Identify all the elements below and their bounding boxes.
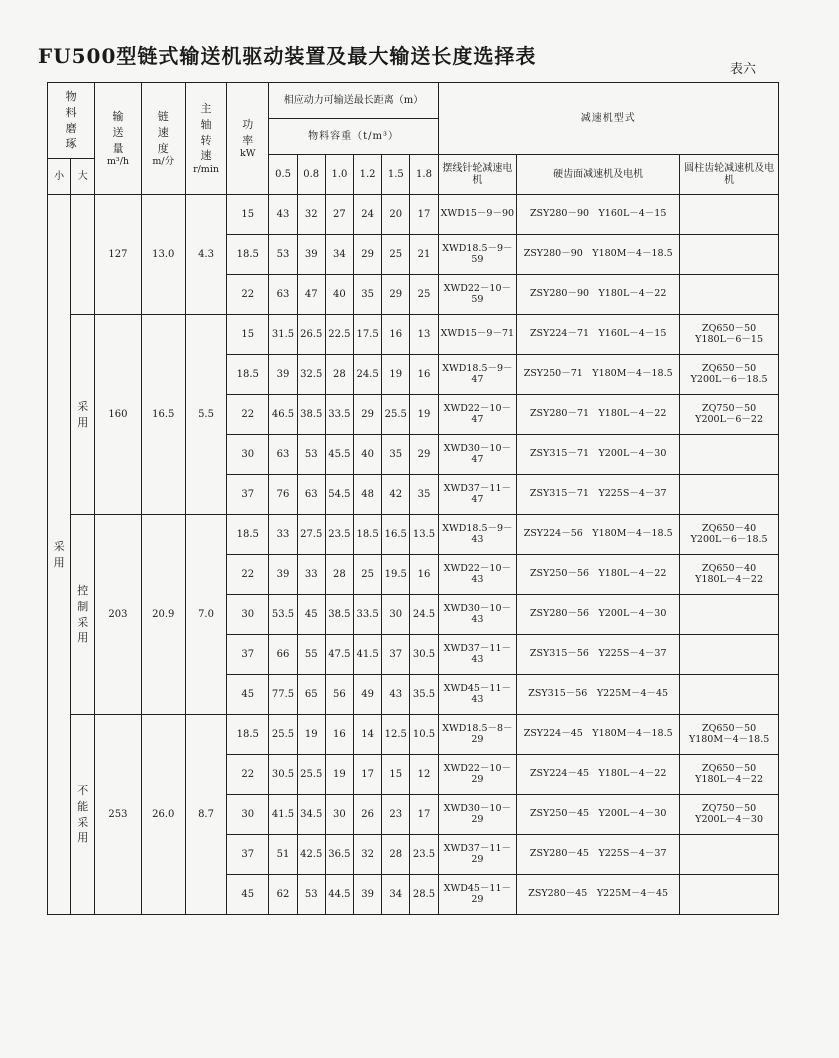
density-2: 1.0 <box>325 155 353 195</box>
distance-cell: 19 <box>410 395 438 435</box>
distance-cell: 30.5 <box>269 755 297 795</box>
distance-cell: 56 <box>325 675 353 715</box>
cyl-gear-cell: ZQ650－40 Y200L－6－18.5 <box>680 515 779 555</box>
cyl-gear-cell <box>680 475 779 515</box>
hard-gear-cell: ZSY280－90 Y180M－4－18.5 <box>517 235 680 275</box>
distance-cell: 25.5 <box>269 715 297 755</box>
power-cell: 22 <box>227 755 269 795</box>
header-power: 功率 kW <box>227 83 269 195</box>
hard-gear-cell: ZSY280－56 Y200L－4－30 <box>517 595 680 635</box>
cyl-gear-cell <box>680 195 779 235</box>
cycloid-cell: XWD45－11－29 <box>438 875 517 915</box>
header-cyl-gear: 圆柱齿轮减速机及电机 <box>680 155 779 195</box>
distance-cell: 29 <box>382 275 410 315</box>
distance-cell: 38.5 <box>297 395 325 435</box>
cycloid-cell: XWD18.5－8－29 <box>438 715 517 755</box>
cyl-gear-cell <box>680 435 779 475</box>
distance-cell: 25 <box>382 235 410 275</box>
power-cell: 30 <box>227 595 269 635</box>
distance-cell: 37 <box>382 635 410 675</box>
distance-cell: 29 <box>354 395 382 435</box>
power-cell: 15 <box>227 315 269 355</box>
distance-cell: 30 <box>325 795 353 835</box>
cyl-gear-cell <box>680 835 779 875</box>
distance-cell: 39 <box>269 555 297 595</box>
capacity-cell: 203 <box>95 515 141 715</box>
distance-cell: 25 <box>410 275 438 315</box>
distance-cell: 63 <box>297 475 325 515</box>
table-row <box>48 715 779 755</box>
cycloid-cell: XWD30－10－47 <box>438 435 517 475</box>
cyl-gear-cell: ZQ750－50 Y200L－4－30 <box>680 795 779 835</box>
distance-cell: 45.5 <box>325 435 353 475</box>
header-abrasion: 物料磨琢 <box>48 83 95 159</box>
power-cell: 18.5 <box>227 515 269 555</box>
distance-cell: 63 <box>269 435 297 475</box>
cycloid-cell: XWD15－9－71 <box>438 315 517 355</box>
distance-cell: 19 <box>325 755 353 795</box>
table-row <box>48 195 779 235</box>
distance-cell: 22.5 <box>325 315 353 355</box>
distance-cell: 47.5 <box>325 635 353 675</box>
header-hard-gear: 硬齿面减速机及电机 <box>517 155 680 195</box>
distance-cell: 53 <box>269 235 297 275</box>
power-cell: 30 <box>227 795 269 835</box>
distance-cell: 76 <box>269 475 297 515</box>
distance-cell: 32 <box>297 195 325 235</box>
abrasion-large-cell: 控制采用 <box>71 515 95 715</box>
distance-cell: 18.5 <box>354 515 382 555</box>
power-cell: 22 <box>227 275 269 315</box>
hard-gear-cell: ZSY250－45 Y200L－4－30 <box>517 795 680 835</box>
distance-cell: 27.5 <box>297 515 325 555</box>
header-density: 物料容重（t/m³） <box>269 119 438 155</box>
header-capacity: 输送量 m³/h <box>95 83 141 195</box>
distance-cell: 33.5 <box>354 595 382 635</box>
distance-cell: 19 <box>382 355 410 395</box>
cyl-gear-cell <box>680 595 779 635</box>
distance-cell: 24.5 <box>354 355 382 395</box>
cyl-gear-cell <box>680 235 779 275</box>
distance-cell: 48 <box>354 475 382 515</box>
cycloid-cell: XWD30－10－43 <box>438 595 517 635</box>
distance-cell: 34.5 <box>297 795 325 835</box>
hard-gear-cell: ZSY280－45 Y225S－4－37 <box>517 835 680 875</box>
cycloid-cell: XWD18.5－9－59 <box>438 235 517 275</box>
table-row <box>48 515 779 555</box>
power-cell: 18.5 <box>227 235 269 275</box>
distance-cell: 33.5 <box>325 395 353 435</box>
cycloid-cell: XWD22－10－59 <box>438 275 517 315</box>
cyl-gear-cell <box>680 875 779 915</box>
power-cell: 45 <box>227 875 269 915</box>
distance-cell: 42.5 <box>297 835 325 875</box>
distance-cell: 41.5 <box>354 635 382 675</box>
distance-cell: 13.5 <box>410 515 438 555</box>
speed-cell: 13.0 <box>141 195 185 315</box>
header-small: 小 <box>48 159 71 195</box>
distance-cell: 51 <box>269 835 297 875</box>
hard-gear-cell: ZSY224－45 Y180M－4－18.5 <box>517 715 680 755</box>
distance-cell: 47 <box>297 275 325 315</box>
cyl-gear-cell: ZQ650－50 Y180L－4－22 <box>680 755 779 795</box>
hard-gear-cell: ZSY315－71 Y225S－4－37 <box>517 475 680 515</box>
distance-cell: 29 <box>354 235 382 275</box>
hard-gear-cell: ZSY280－45 Y225M－4－45 <box>517 875 680 915</box>
distance-cell: 49 <box>354 675 382 715</box>
header-shaft-speed: 主轴转速 r/min <box>185 83 226 195</box>
power-cell: 37 <box>227 475 269 515</box>
power-cell: 30 <box>227 435 269 475</box>
cycloid-cell: XWD37－11－43 <box>438 635 517 675</box>
hard-gear-cell: ZSY315－71 Y200L－4－30 <box>517 435 680 475</box>
distance-cell: 16 <box>410 555 438 595</box>
hard-gear-cell: ZSY250－56 Y180L－4－22 <box>517 555 680 595</box>
power-cell: 18.5 <box>227 355 269 395</box>
distance-cell: 35 <box>382 435 410 475</box>
distance-cell: 23.5 <box>325 515 353 555</box>
distance-cell: 65 <box>297 675 325 715</box>
hard-gear-cell: ZSY280－71 Y180L－4－22 <box>517 395 680 435</box>
power-cell: 37 <box>227 835 269 875</box>
distance-cell: 30.5 <box>410 635 438 675</box>
cycloid-cell: XWD18.5－9－43 <box>438 515 517 555</box>
distance-cell: 41.5 <box>269 795 297 835</box>
distance-cell: 63 <box>269 275 297 315</box>
distance-cell: 45 <box>297 595 325 635</box>
hard-gear-cell: ZSY250－71 Y180M－4－18.5 <box>517 355 680 395</box>
distance-cell: 17 <box>410 795 438 835</box>
cycloid-cell: XWD45－11－43 <box>438 675 517 715</box>
header-chain-speed: 链速度 m/分 <box>141 83 185 195</box>
distance-cell: 66 <box>269 635 297 675</box>
distance-cell: 77.5 <box>269 675 297 715</box>
rpm-cell: 4.3 <box>185 195 226 315</box>
distance-cell: 27 <box>325 195 353 235</box>
distance-cell: 23 <box>382 795 410 835</box>
distance-cell: 24.5 <box>410 595 438 635</box>
cycloid-cell: XWD18.5－9－47 <box>438 355 517 395</box>
speed-cell: 16.5 <box>141 315 185 515</box>
distance-cell: 34 <box>382 875 410 915</box>
header-max-distance: 相应动力可输送最长距离（m） <box>269 83 438 119</box>
abrasion-large-cell: 不能采用 <box>71 715 95 915</box>
distance-cell: 55 <box>297 635 325 675</box>
distance-cell: 62 <box>269 875 297 915</box>
cyl-gear-cell: ZQ650－50 Y180M－4－18.5 <box>680 715 779 755</box>
rpm-cell: 5.5 <box>185 315 226 515</box>
power-cell: 22 <box>227 395 269 435</box>
distance-cell: 25 <box>354 555 382 595</box>
density-5: 1.8 <box>410 155 438 195</box>
distance-cell: 42 <box>382 475 410 515</box>
capacity-cell: 127 <box>95 195 141 315</box>
distance-cell: 21 <box>410 235 438 275</box>
distance-cell: 53.5 <box>269 595 297 635</box>
distance-cell: 53 <box>297 435 325 475</box>
distance-cell: 44.5 <box>325 875 353 915</box>
distance-cell: 12 <box>410 755 438 795</box>
distance-cell: 33 <box>269 515 297 555</box>
density-0: 0.5 <box>269 155 297 195</box>
header-cycloid: 摆线针轮减速电机 <box>438 155 517 195</box>
distance-cell: 10.5 <box>410 715 438 755</box>
hard-gear-cell: ZSY224－56 Y180M－4－18.5 <box>517 515 680 555</box>
distance-cell: 29 <box>410 435 438 475</box>
speed-cell: 26.0 <box>141 715 185 915</box>
cycloid-cell: XWD22－10－47 <box>438 395 517 435</box>
distance-cell: 54.5 <box>325 475 353 515</box>
distance-cell: 26 <box>354 795 382 835</box>
distance-cell: 31.5 <box>269 315 297 355</box>
distance-cell: 32 <box>354 835 382 875</box>
distance-cell: 43 <box>269 195 297 235</box>
distance-cell: 36.5 <box>325 835 353 875</box>
distance-cell: 28 <box>382 835 410 875</box>
power-cell: 15 <box>227 195 269 235</box>
header-large: 大 <box>71 159 95 195</box>
abrasion-large-cell: 采用 <box>71 315 95 515</box>
distance-cell: 28 <box>325 355 353 395</box>
rpm-cell: 8.7 <box>185 715 226 915</box>
distance-cell: 34 <box>325 235 353 275</box>
distance-cell: 46.5 <box>269 395 297 435</box>
cycloid-cell: XWD22－10－29 <box>438 755 517 795</box>
distance-cell: 53 <box>297 875 325 915</box>
density-4: 1.5 <box>382 155 410 195</box>
speed-cell: 20.9 <box>141 515 185 715</box>
table-row <box>48 315 779 355</box>
cycloid-cell: XWD37－11－47 <box>438 475 517 515</box>
distance-cell: 25.5 <box>297 755 325 795</box>
hard-gear-cell: ZSY280－90 Y180L－4－22 <box>517 275 680 315</box>
distance-cell: 20 <box>382 195 410 235</box>
distance-cell: 12.5 <box>382 715 410 755</box>
cyl-gear-cell: ZQ650－40 Y180L－4－22 <box>680 555 779 595</box>
hard-gear-cell: ZSY224－45 Y180L－4－22 <box>517 755 680 795</box>
distance-cell: 39 <box>354 875 382 915</box>
distance-cell: 23.5 <box>410 835 438 875</box>
cycloid-cell: XWD30－10－29 <box>438 795 517 835</box>
hard-gear-cell: ZSY315－56 Y225M－4－45 <box>517 675 680 715</box>
cyl-gear-cell <box>680 675 779 715</box>
distance-cell: 39 <box>297 235 325 275</box>
distance-cell: 15 <box>382 755 410 795</box>
distance-cell: 40 <box>354 435 382 475</box>
distance-cell: 26.5 <box>297 315 325 355</box>
distance-cell: 43 <box>382 675 410 715</box>
distance-cell: 24 <box>354 195 382 235</box>
distance-cell: 16 <box>382 315 410 355</box>
distance-cell: 38.5 <box>325 595 353 635</box>
capacity-cell: 160 <box>95 315 141 515</box>
distance-cell: 16.5 <box>382 515 410 555</box>
cycloid-cell: XWD37－11－29 <box>438 835 517 875</box>
header-reducer-type: 减速机型式 <box>438 83 778 155</box>
density-1: 0.8 <box>297 155 325 195</box>
hard-gear-cell: ZSY224－71 Y160L－4－15 <box>517 315 680 355</box>
distance-cell: 35 <box>410 475 438 515</box>
distance-cell: 28 <box>325 555 353 595</box>
distance-cell: 39 <box>269 355 297 395</box>
distance-cell: 33 <box>297 555 325 595</box>
distance-cell: 19.5 <box>382 555 410 595</box>
abrasion-large-cell <box>71 195 95 315</box>
cyl-gear-cell: ZQ650－50 Y200L－6－18.5 <box>680 355 779 395</box>
distance-cell: 30 <box>382 595 410 635</box>
abrasion-small-cell: 采用 <box>48 195 71 915</box>
distance-cell: 14 <box>354 715 382 755</box>
density-3: 1.2 <box>354 155 382 195</box>
cyl-gear-cell: ZQ650－50 Y180L－6－15 <box>680 315 779 355</box>
page-title: FU500型链式输送机驱动装置及最大输送长度选择表 <box>38 44 537 68</box>
distance-cell: 16 <box>325 715 353 755</box>
distance-cell: 32.5 <box>297 355 325 395</box>
table-number: 表六 <box>730 62 757 77</box>
cyl-gear-cell <box>680 635 779 675</box>
power-cell: 18.5 <box>227 715 269 755</box>
distance-cell: 40 <box>325 275 353 315</box>
power-cell: 37 <box>227 635 269 675</box>
distance-cell: 16 <box>410 355 438 395</box>
cycloid-cell: XWD22－10－43 <box>438 555 517 595</box>
power-cell: 45 <box>227 675 269 715</box>
distance-cell: 13 <box>410 315 438 355</box>
hard-gear-cell: ZSY280－90 Y160L－4－15 <box>517 195 680 235</box>
hard-gear-cell: ZSY315－56 Y225S－4－37 <box>517 635 680 675</box>
distance-cell: 35.5 <box>410 675 438 715</box>
cyl-gear-cell <box>680 275 779 315</box>
distance-cell: 17 <box>354 755 382 795</box>
capacity-cell: 253 <box>95 715 141 915</box>
distance-cell: 28.5 <box>410 875 438 915</box>
cycloid-cell: XWD15－9－90 <box>438 195 517 235</box>
distance-cell: 17 <box>410 195 438 235</box>
power-cell: 22 <box>227 555 269 595</box>
selection-table <box>47 82 779 915</box>
distance-cell: 19 <box>297 715 325 755</box>
distance-cell: 25.5 <box>382 395 410 435</box>
distance-cell: 35 <box>354 275 382 315</box>
cyl-gear-cell: ZQ750－50 Y200L－6－22 <box>680 395 779 435</box>
rpm-cell: 7.0 <box>185 515 226 715</box>
distance-cell: 17.5 <box>354 315 382 355</box>
